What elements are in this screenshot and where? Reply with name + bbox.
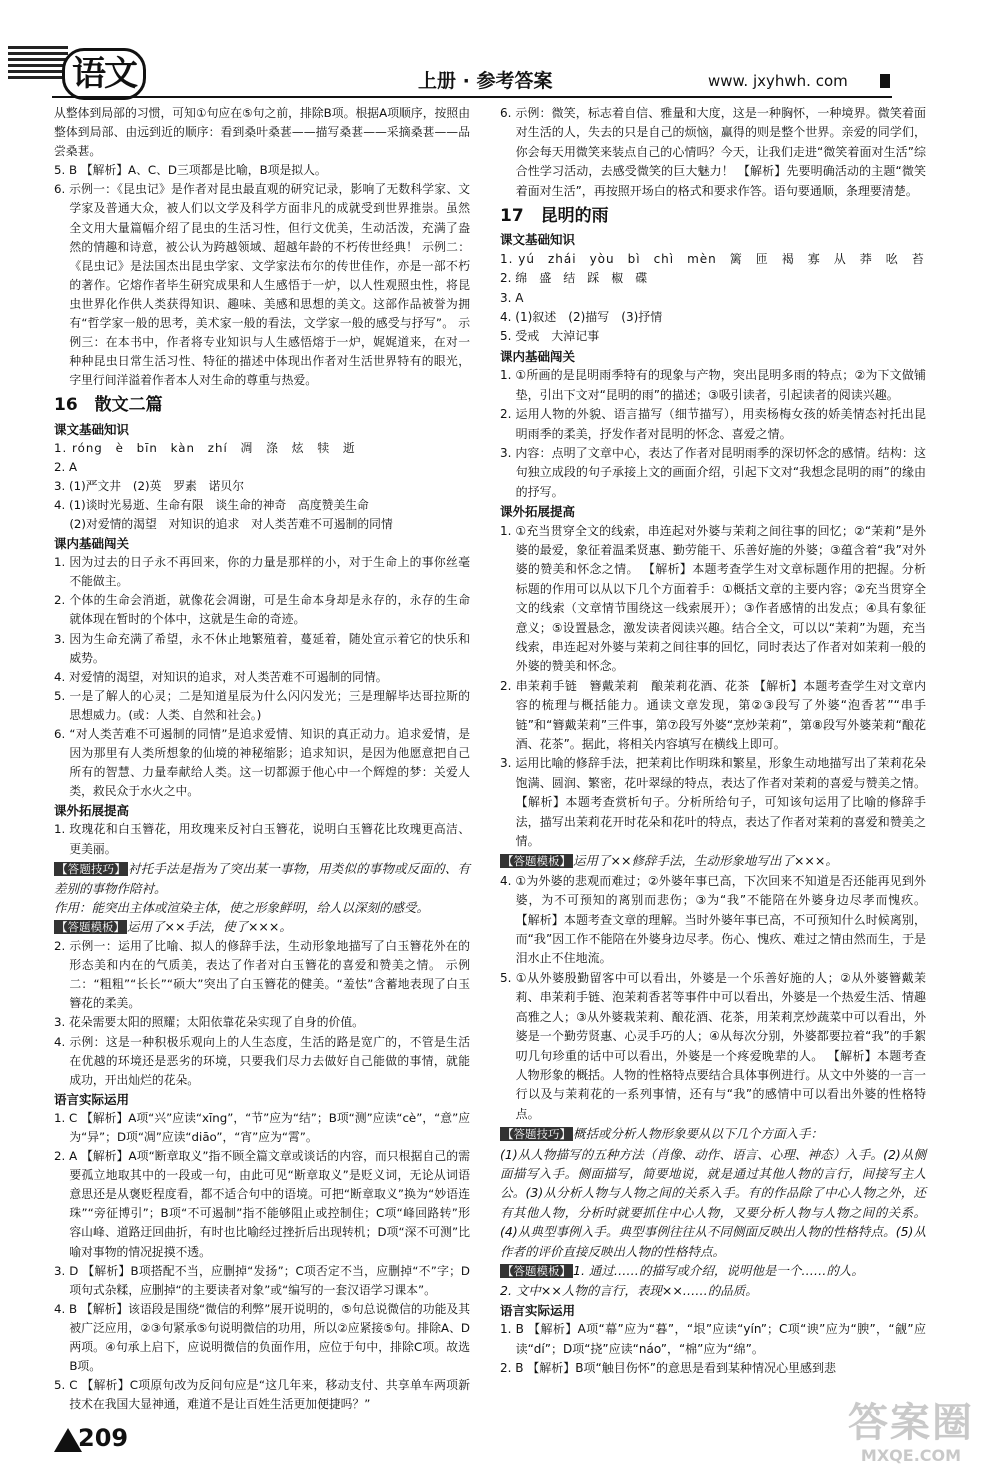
answer-item: 6. 示例一：《昆虫记》是作者对昆虫最直观的研究记录，影响了无数科学家、文学家及普通大众，被人们以文学及科学方面非凡的成就受到世界推崇。虽然全文用大量篇幅介绍了昆虫的生活习性，但行文优美，生动活泼，充满了盎然的情趣和诗意，被公认为跨越领域、超越年龄的不朽传世经典！ 示例二：《昆虫记》是法国杰出昆虫学家、文学家法布尔的传世佳作，亦是一部不朽的著作。它熔作者毕生研究成果和人生感悟于一炉，以人性观照虫性，将昆虫世界化作供人类获得知识、趣味、美感和思想的美文。这部作品被誉为拥有“哲学家一般的思考，美术家一般的看法，文学家一般的感受与抒写”。 示例三：在本书中，作者将专业知识与人生感悟熔于一炉，娓娓道来，在对一种种昆虫日常生活习性、特征的描述中体现出作者对生活世界特有的眼光，字里行间洋溢着作者本人对生命的尊重与热爱。 [54, 182, 470, 388]
template-text: 运用了××手法，使了×××。 [127, 918, 292, 934]
answer-item: 2. 示例一：运用了比喻、拟人的修辞手法，生动形象地描写了白玉簪花外在的形态美和内在的气质美，表达了作者对白玉簪花的喜爱和赞美之情。 示例二：“粗粗”“长长”“硕大”突出了白玉簪花的健美。“羞怯”含蓄地表现了白玉簪花的柔美。 [54, 939, 470, 1011]
subsection-heading: 语言实际运用 [500, 1302, 576, 1318]
answer-item: 6. 示例：微笑，标志着自信、雅量和大度，这是一种胸怀，一种境界。微笑着面对生活的人，失去的只是自己的烦恼，赢得的则是整个世界。亲爱的同学们，你会每天用微笑来装点自己的心情吗？今天，让我们走进“微笑着面对生活”综合性学习活动，去感受微笑的巨大魅力！ 【解析】先要明确活动的主题“微笑着面对生活”，再按照开场白的格式和要求作答。语句要通顺，条理要清楚。 [500, 106, 926, 198]
template-tag: 【答题模板】 [502, 1263, 571, 1278]
answer-item: 5. 一是了解人的心灵；二是知道星辰为什么闪闪发光；三是理解毕达哥拉斯的思想威力。(或：人类、自然和社会。) [54, 688, 470, 722]
answer-item: 4. 对爱情的渴望，对知识的追求，对人类苦难不可遏制的同情。 [54, 669, 388, 684]
answer-item: 1. B 【解析】A项“幕”应为“暮”，“垠”应读“yín”；C项“谀”应为“腴”，“觎”应读“dí”；D项“挠”应读“náo”，“棉”应为“绵”。 [500, 1322, 926, 1356]
template-tag: 【答题模板】 [56, 919, 125, 934]
answer-item: 4. ①为外婆的悲观而难过；②外婆年事已高，下次回来不知道是否还能再见到外婆，为不可预知的离别而悲伤；③为“我”不能陪在外婆身边尽孝而愧疚。 【解析】本题考查文章的理解。当时外婆年事已高，不可预知什么时候离别，而“我”因工作不能陪在外婆身边尽孝。伤心、愧疚、难过之情由然而生，于是泪水止不住地流。 [500, 873, 926, 966]
answer-item: 3. (1)严文井 (2)英 罗素 诺贝尔 [54, 478, 244, 493]
answer-item: 2. 个体的生命会消逝，就像花会凋谢，可是生命本身却是永存的，永存的生命就体现在暂时的个体中，这就是生命的奇迹。 [54, 593, 470, 627]
answer-item: 1. ①充当贯穿全文的线索，串连起对外婆与茉莉之间往事的回忆；②“茉莉”是外婆的最爱，象征着温柔贤惠、勤劳能干、乐善好施的外婆；③蕴含着“我”对外婆的赞美和怀念之情。 【解析】本题考查学生对文章标题作用的把握。分析标题的作用可以从以下几个方面着手：①概括文章的主要内容；②充当贯穿全文的线索（文章情节围绕这一线索展开）；③作者感情的出发点；④具有象征意义；⑤设置悬念，激发读者阅读兴趣。结合全文，可以以“茉莉”为题，充当线索，串连起对外婆与茉莉之间往事的回忆，同时表达了作者对如茉莉一般的外婆的赞美和怀念。 [500, 523, 926, 674]
answer-item: 5. 受戒 大淖记事 [500, 329, 600, 344]
answer-item: 4. B 【解析】该语段是围绕“微信的利弊”展开说明的，⑤句总说微信的功能及其被广泛应用，②③句紧承⑤句说明微信的功用，所以②应紧接⑤句。排除A、D两项。④句承上启下，应说明微信的负面作用，应位于句中，排除C项。故选B项。 [54, 1301, 470, 1374]
answer-item: 2. A 【解析】A项“断章取义”指不顾全篇文章或谈话的内容，而只根据自己的需要孤立地取其中的一段或一句，由此可见“断章取义”是贬义词，无论从词语意思还是从褒贬程度看，都不适合句中的语境。可把“断章取义”换为“妙语连珠”“旁征博引”；B项“不可遏制”指不能够阻止或控制住；C项“峰回路转”形容山峰、道路迂回曲折，有时也比喻经过挫折后出现转机；D项“深不可测”比喻对事物的情况捉摸不透。 [54, 1149, 470, 1259]
subsection-heading: 语言实际运用 [54, 1091, 130, 1107]
answer-item: 1. róng è bīn kàn zhí 凋 涤 炫 犊 逝 [54, 440, 356, 455]
answer-tip [500, 1124, 926, 1144]
header-url: www. jxyhwh. com [708, 72, 848, 90]
answer-tip [54, 859, 470, 898]
answer-item: 2. 串茉莉手链 簪戴茉莉 酿茉莉花酒、花茶 【解析】本题考查学生对文章内容的梳理与概括能力。通读文章发现，第②③段写了外婆“泡香茗”“串手链”和“簪戴茉莉”三件事，第⑦段写外婆“烹炒茉莉”，第⑧段写外婆茉莉“酿花酒、花茶”。据此，将相关内容填写在横线上即可。 [500, 678, 926, 751]
section-title-17: 17 昆明的雨 [500, 206, 609, 227]
template-text: 运用了××修辞手法，生动形象地写出了×××。 [573, 853, 838, 869]
tip-text: 衬托手法是指为了突出某一事物，用类似的事物或反面的、有差别的事物作陪衬。 [54, 860, 470, 896]
answer-item: 3. D 【解析】B项搭配不当，应删掉“发扬”；C项否定不当，应删掉“不”字；D项句式杂糅，应删掉“的主要读者对象”或“编写的一套汉语学习课本”。 [54, 1263, 470, 1297]
answer-item: 4. (1)谈时光易逝、生命有限 谈生命的神奇 高度赞美生命 [54, 497, 369, 512]
answer-item: 2. B 【解析】B项“触目伤怀”的意思是看到某种情况心里感到悲 [500, 1361, 836, 1375]
answer-item: 3. 内容：点明了文章中心，表达了作者对昆明雨季的深切怀念的感情。结构：这句独立成段的句子承接上文的画面介绍，引起下文对“我想念昆明的雨”的缘由的抒写。 [500, 445, 926, 499]
subsection-heading: 课外拓展提高 [500, 504, 576, 520]
watermark-url: MXQE.COM [860, 1446, 962, 1465]
answer-item: 2. A [54, 459, 78, 474]
answer-template [54, 917, 470, 937]
header-title: 上册 · 参考答案 [418, 70, 553, 92]
answer-tip: (1)从人物描写的五种方法（肖像、动作、语言、心理、神态）入手。(2)从侧面描写入手。侧面描写，简要地说，就是通过其他人物的言行，间接写主人公。(3)从分析人物与人物之间的关系入手。有的作品除了中心人物之外，还有其他人物，分析时就要抓住中心人物，又要分析人物与人物之间的关系。(4)从典型事例入手。典型事例往往从不同侧面反映出人物的性格特点。(5)从作者的评价直接反映出人物的性格特点。 [500, 1146, 926, 1259]
answer-item: 4. 示例：这是一种积极乐观向上的人生态度，生活的路是宽广的，不管是生活在优越的环境还是恶劣的环境，只要我们尽力去做好自己能做的事情，就能成功，开出灿烂的花朵。 [54, 1034, 470, 1087]
page-header [0, 0, 1000, 108]
subsection-heading: 课文基础知识 [500, 232, 576, 248]
template-text: 1. 通过……的描写或介绍，说明他是一个……的人。 [573, 1262, 864, 1278]
answer-item: 4. (1)叙述 (2)描写 (3)抒情 [500, 310, 663, 325]
subject-logo: 语文 [62, 48, 146, 100]
subsection-heading: 课内基础闯关 [500, 348, 576, 364]
subsection-heading: 课文基础知识 [54, 421, 130, 437]
answer-item: 2. 绵 盛 结 踩 椒 碟 [500, 271, 648, 286]
logo-stripes [8, 46, 68, 90]
template-tag: 【答题模板】 [502, 854, 571, 869]
answer-item: 1. yú zhái yòu bì chì mèn 篱 匝 褐 寡 从 莽 吆 苔 [500, 251, 925, 266]
answer-item: 1. ①所画的是昆明雨季特有的现象与产物，突出昆明多雨的特点；②为下文做铺垫，引出下文对“昆明的雨”的描述；③吸引读者，引起读者的阅读兴趣。 [500, 368, 926, 402]
tip-text: 概括或分析人物形象要从以下几个方面入手： [573, 1126, 824, 1142]
watermark [826, 1400, 996, 1476]
right-column [500, 104, 926, 1378]
answer-template [500, 851, 926, 871]
left-column [54, 104, 470, 1414]
header-square-mark [880, 74, 890, 88]
answer-item: 5. B 【解析】A、C、D三项都是比喻，B项是拟人。 [54, 163, 327, 178]
answer-item: 2. 运用人物的外貌、语言描写（细节描写），用卖杨梅女孩的娇美情态衬托出昆明雨季的柔美，抒发作者对昆明的怀念、喜爱之情。 [500, 407, 926, 441]
tip-tag: 【答题技巧】 [502, 1127, 571, 1142]
tip-tag: 【答题技巧】 [56, 861, 127, 876]
answer-item: 3. 花朵需要太阳的照耀；太阳依靠花朵实现了自身的价值。 [54, 1015, 364, 1030]
answer-item: 1. C 【解析】A项“兴”应读“xīng”，“节”应为“结”；B项“测”应读“cè”，“意”应为“异”；D项“凋”应读“diāo”，“宵”应为“霄”。 [54, 1110, 470, 1144]
page-number: 209 [78, 1424, 129, 1452]
answer-item: (2)对爱情的渴望 对知识的追求 对人类苦难不可遏制的同情 [69, 516, 393, 531]
subsection-heading: 课外拓展提高 [54, 803, 130, 819]
answer-item: 3. A [500, 290, 524, 305]
watermark-text: 答案圈 [848, 1400, 974, 1446]
answer-item: 3. 运用比喻的修辞手法，把茉莉比作明珠和繁星，形象生动地描写出了茉莉花朵饱满、圆润、繁密，花叶翠绿的特点，表达了作者对茉莉的喜爱与赞美之情。 【解析】本题考查赏析句子。分析所给句子，可知该句运用了比喻的修辞手法，描写出茉莉花开时花朵和花叶的特点，表达了作者对茉莉的喜爱和赞美之情。 [500, 756, 926, 849]
answer-item: 1. 玫瑰花和白玉簪花，用玫瑰来反衬白玉簪花，说明白玉簪花比玫瑰更高洁、更美丽。 [54, 822, 470, 856]
answer-tip: 作用：能突出主体或渲染主体，使之形象鲜明，给人以深刻的感受。 [54, 899, 430, 915]
answer-item: 5. ①从外婆殷勤留客中可以看出，外婆是一个乐善好施的人；②从外婆簪戴茉莉、串茉莉手链、泡茉莉香茗等事件中可以看出，外婆是一个热爱生活、情趣高雅之人；③从外婆栽茉莉、酿花酒、花茶，用茉莉烹炒蔬菜中可以看出，外婆是一个勤劳贤惠、心灵手巧的人；④从每次分别，外婆都要拉着“我”的手絮叨几句珍重的话中可以看出，外婆是一个疼爱晚辈的人。 【解析】本题考查人物形象的概括。人物的性格特点要结合具体事例进行。从文中外婆的一言一行以及与茉莉花的一系列事情，还有与“我”的感情中可以看出外婆的性格特点。 [500, 970, 926, 1121]
answer-item: 3. 因为生命充满了希望，永不休止地繁殖着，蔓延着，随处宣示着它的快乐和威势。 [54, 631, 470, 665]
answer-item: 6. “对人类苦难不可遏制的同情”是追求爱情、知识的真正动力。追求爱情，是因为那里有人类所想象的仙境的神秘缩影；追求知识，是因为他愿意把自己所有的智慧、力量奉献给人类。这一切都源于他心中一个辉煌的梦：关爱人类，救民众于水火之中。 [54, 727, 470, 799]
header-divider [52, 96, 892, 98]
answer-item: 1. 因为过去的日子永不再回来，你的力量是那样的小，对于生命上的事你丝毫不能做主。 [54, 555, 470, 589]
answer-template: 2. 文中××人物的言行，表现××……的品质。 [500, 1283, 758, 1299]
subsection-heading: 课内基础闯关 [54, 536, 130, 552]
answer-paragraph: 从整体到局部的习惯，可知①句应在⑤句之前，排除B项。根据A项顺序，按照由整体到局部、由远到近的顺序：看到桑叶桑葚——描写桑葚——采摘桑葚——品尝桑葚。 [54, 106, 470, 159]
section-title-16: 16 散文二篇 [54, 395, 163, 416]
answer-template [500, 1261, 926, 1281]
answer-item: 5. C 【解析】C项原句改为反问句应是“这几年来，移动支付、共享单车两项新技术在我国大显神通，难道不是让百姓生活更加便捷吗？” [54, 1378, 470, 1412]
